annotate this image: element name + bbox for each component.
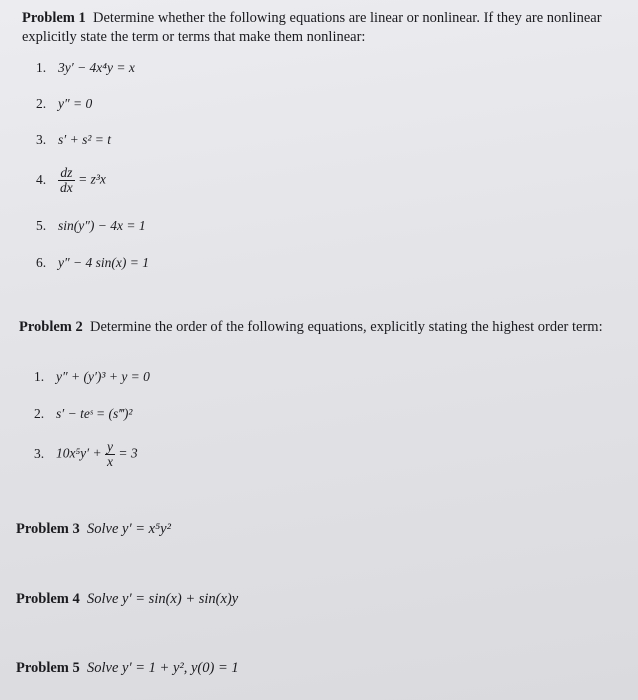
problem-1-label: Problem 1 bbox=[22, 10, 86, 26]
problem-1-item-6: 6. y″ − 4 sin(x) = 1 bbox=[36, 255, 149, 270]
equation: = z³x bbox=[78, 171, 106, 187]
equation: y″ = 0 bbox=[58, 96, 93, 111]
problem-5-text: Solve y′ = 1 + y², y(0) = 1 bbox=[87, 660, 239, 676]
equation: 3y′ − 4x⁴y = x bbox=[58, 60, 135, 75]
problem-1-text: Determine whether the following equations are linear or nonlinear. If they are nonlinear explicitly state the term or terms that make them nonlinear: bbox=[22, 10, 602, 45]
problem-3-text: Solve y′ = x⁵y² bbox=[87, 521, 171, 537]
problem-1-item-1: 1. 3y′ − 4x⁴y = x bbox=[36, 60, 135, 75]
equation: s′ + s² = t bbox=[58, 132, 111, 147]
problem-5-label: Problem 5 bbox=[16, 660, 80, 676]
problem-2-item-1: 1. y″ + (y′)³ + y = 0 bbox=[34, 369, 150, 384]
equation: = 3 bbox=[118, 445, 138, 461]
problem-1-item-4: 4. $\frac{dz}{dx}$ = z³x bbox=[36, 165, 106, 195]
problem-2-item-3: 3. 10x⁵y′ + $\frac{y}{x}$ = 3 bbox=[34, 439, 138, 469]
problem-2-label: Problem 2 bbox=[19, 319, 83, 335]
problem-1-item-5: 5. sin(y″) − 4x = 1 bbox=[36, 218, 146, 233]
equation: 10x⁵y′ + bbox=[56, 445, 102, 461]
problem-4-statement bbox=[16, 591, 238, 608]
problem-4-label: Problem 4 bbox=[16, 591, 80, 607]
problem-4-text: Solve y′ = sin(x) + sin(x)y bbox=[87, 591, 239, 607]
equation: sin(y″) − 4x = 1 bbox=[58, 218, 146, 233]
equation: y″ − 4 sin(x) = 1 bbox=[58, 255, 149, 270]
equation: s′ − teˢ = (s‴)² bbox=[56, 406, 133, 421]
problem-3-statement bbox=[16, 521, 171, 538]
problem-2-statement bbox=[19, 318, 631, 337]
fraction: $\frac{y}{x}$ bbox=[107, 439, 113, 469]
problem-2-text: Determine the order of the following equations, explicitly stating the highest order term: bbox=[90, 319, 603, 335]
equation: y″ + (y′)³ + y = 0 bbox=[56, 369, 150, 384]
problem-1-statement bbox=[22, 9, 612, 47]
problem-1-item-3: 3. s′ + s² = t bbox=[36, 132, 111, 147]
fraction: $\frac{dz}{dx}$ bbox=[60, 165, 73, 195]
problem-1-item-2: 2. y″ = 0 bbox=[36, 96, 93, 111]
problem-3-label: Problem 3 bbox=[16, 521, 80, 537]
problem-2-item-2: 2. s′ − teˢ = (s‴)² bbox=[34, 406, 133, 421]
problem-5-statement bbox=[16, 660, 239, 677]
